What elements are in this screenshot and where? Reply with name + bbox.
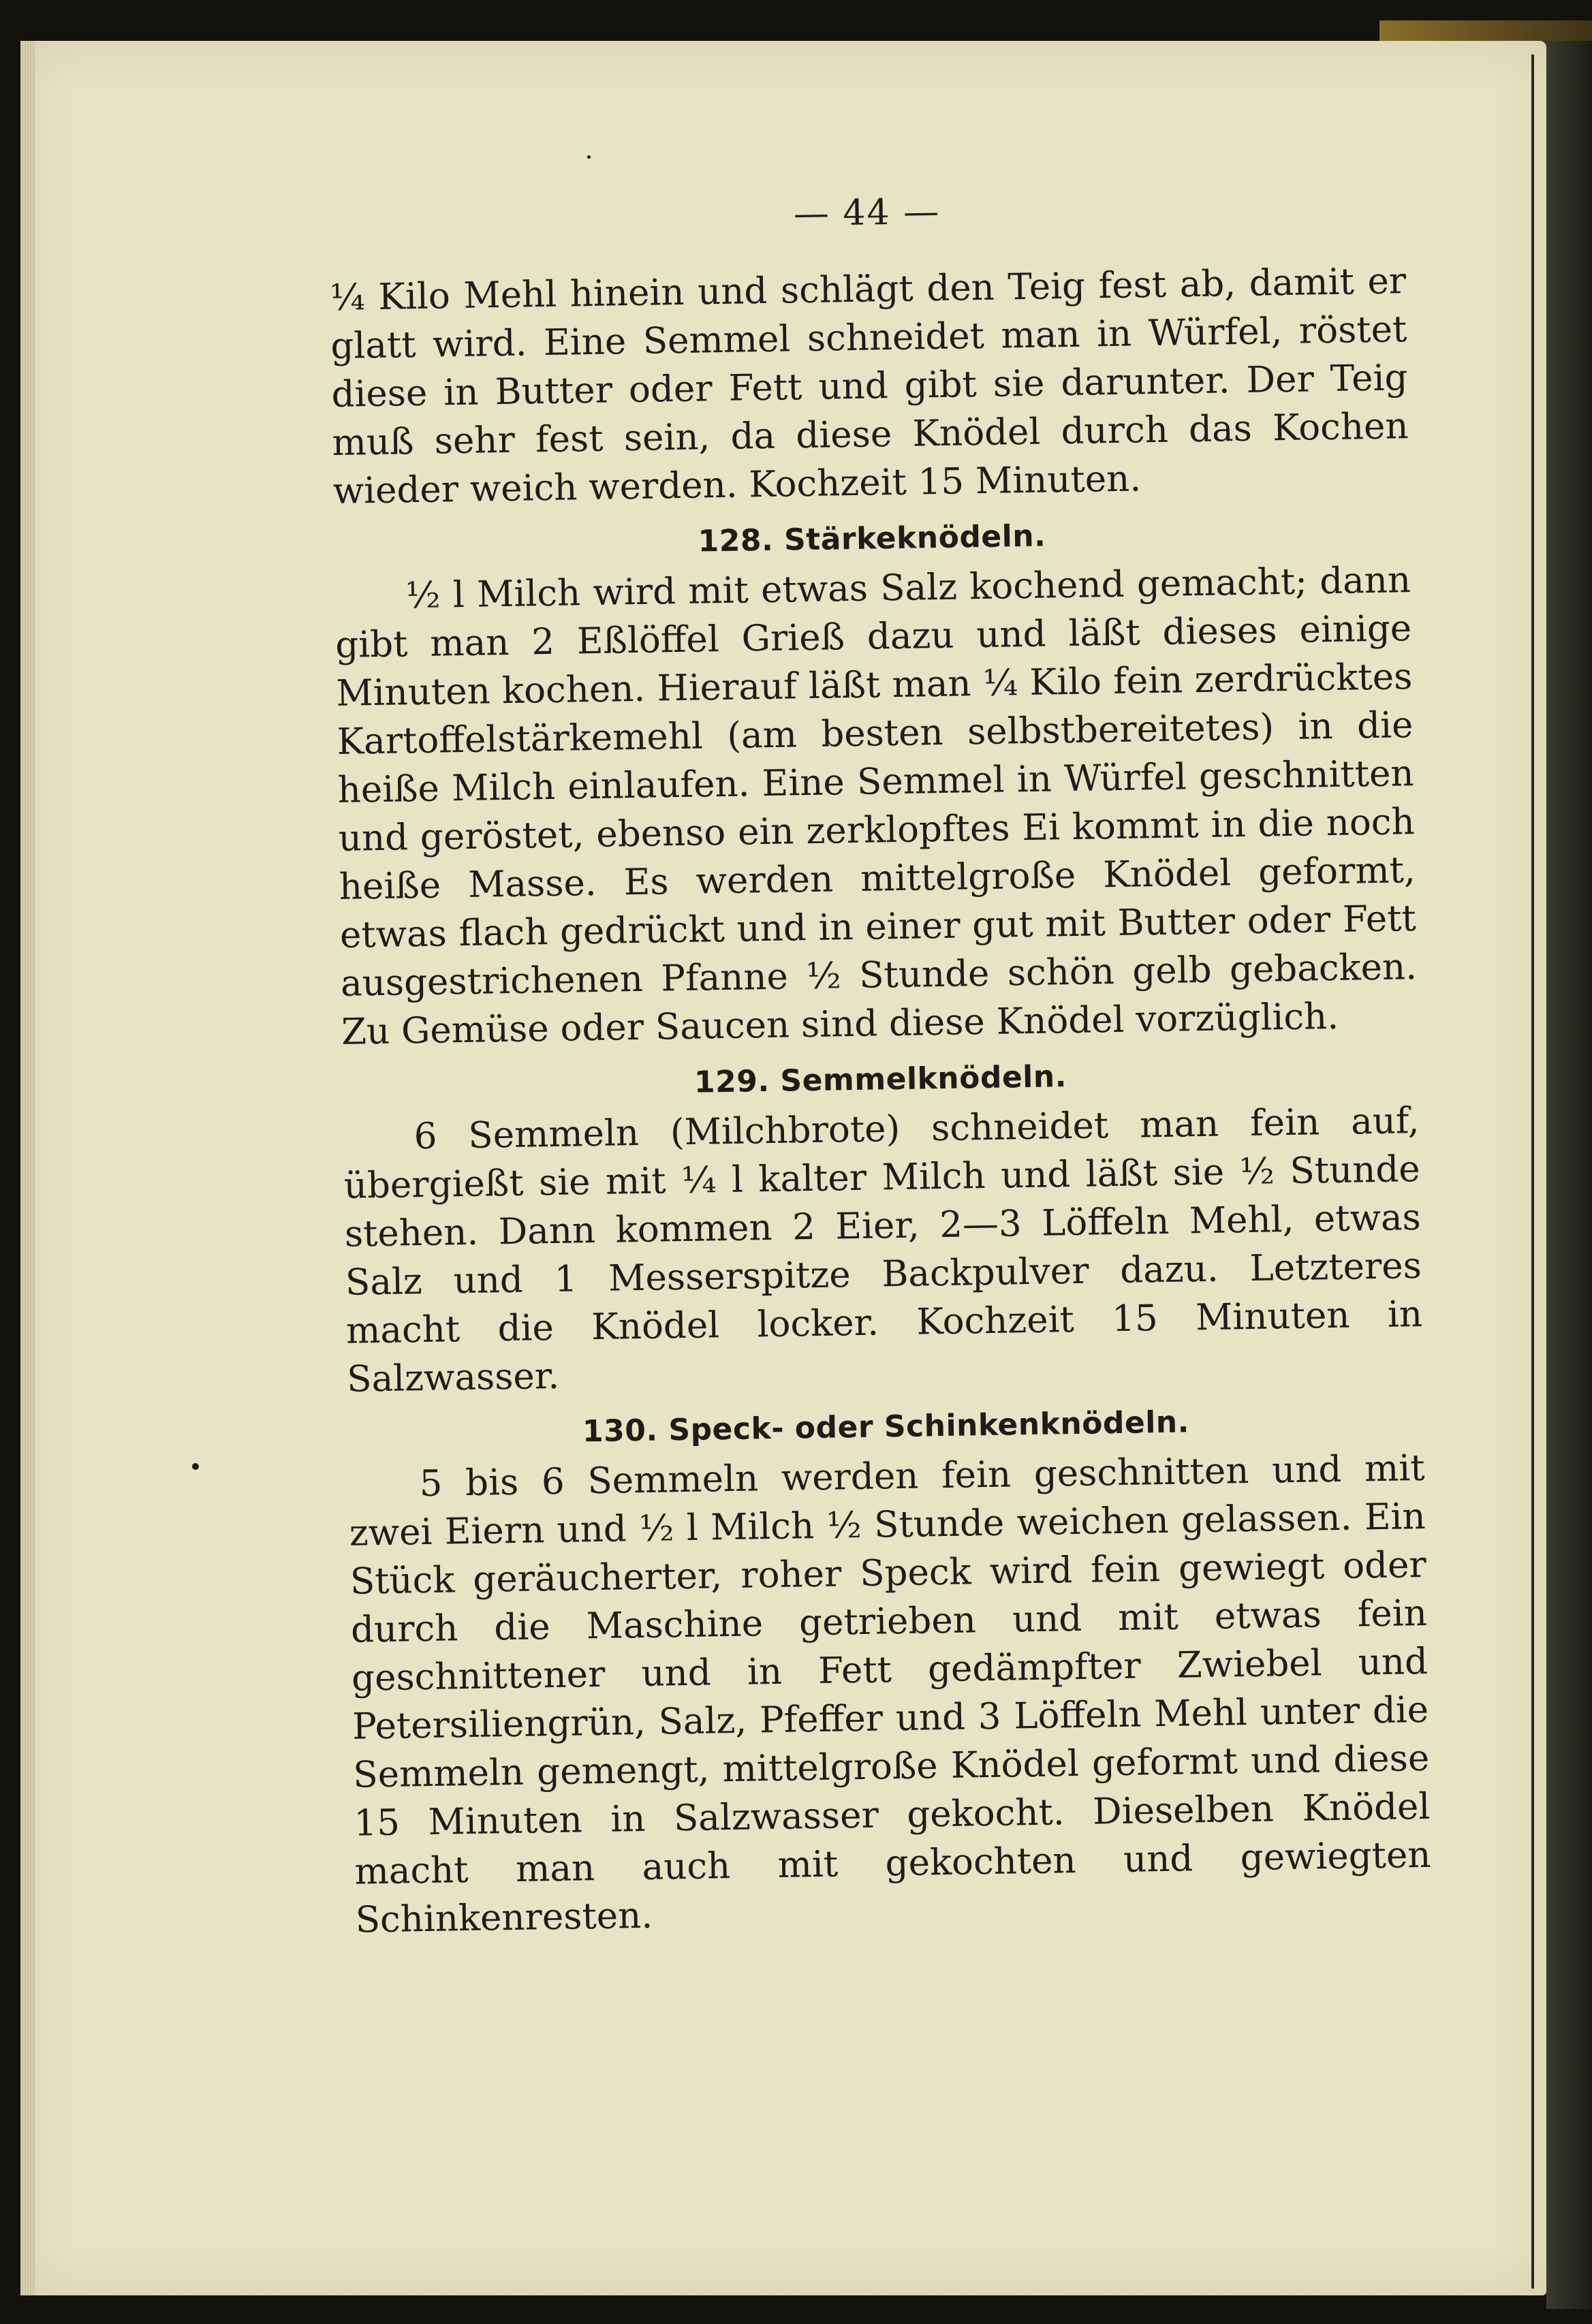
recipe-text-130: 5 bis 6 Semmeln werden fein geschnitten und mit zwei Eiern und ½ l Milch ½ Stunde weichen gelassen. Ein Stück geräucherter, roher Speck wird fein gewiegt oder durch die Maschine getrieben und mit etwas fein geschnittener und in Fett gedämpfter Zwiebel und Petersiliengrün, Salz, Pfeffer und 3 Löffeln Mehl unter die Semmeln gemengt, mittelgroße Knödel geformt und diese 15 Minuten in Salzwasser gekocht. Dieselben Knödel macht man auch mit gekochten und gewiegten Schinkenresten.	[349, 1447, 1431, 1941]
recipe-heading-128: 128. Stärkeknödeln.	[698, 518, 1046, 559]
recipe-text-129: 6 Semmeln (Milchbrote) schneidet man fein auf, übergießt sie mit ¼ l kalter Milch und läßt sie ½ Stunde stehen. Dann kommen 2 Eier, 2—3 Löffeln Mehl, etwas Salz und 1 Messerspitze Backpulver dazu. Letzteres macht die Knödel locker. Kochzeit 15 Minuten in Salzwasser.	[343, 1100, 1423, 1400]
ink-speck	[587, 155, 591, 159]
book-cover-edge	[1546, 41, 1592, 2309]
recipe-heading-129: 129. Semmelknödeln.	[693, 1059, 1067, 1100]
page-text-column	[328, 180, 1432, 1945]
paragraph-continuation: ¼ Kilo Mehl hinein und schlägt den Teig fest ab, damit er glatt wird. Eine Semmel schneidet man in Würfel, röstet diese in Butter oder Fett und gibt sie darunter. Der Teig muß sehr fest sein, da diese Knödel durch das Kochen wieder weich werden. Kochzeit 15 Minuten.	[329, 260, 1409, 512]
page-stack-edge	[20, 41, 35, 2295]
page-number: — 44 —	[793, 191, 941, 235]
ink-speck	[192, 1463, 199, 1470]
recipe-text-128: ½ l Milch wird mit etwas Salz kochend gemacht; dann gibt man 2 Eßlöffel Grieß dazu und läßt dieses einige Minuten kochen. Hierauf läßt man ¼ Kilo fein zerdrücktes Kartoffelstärkemehl (am besten selbstbereitetes) in die heiße Milch einlaufen. Eine Semmel in Würfel geschnitten und geröstet, ebenso ein zerklopftes Ei kommt in die noch heiße Masse. Es werden mittelgroße Knödel geformt, etwas flach gedrückt und in einer gut mit Butter oder Fett ausgestrichenen Pfanne ½ Stunde schön gelb gebacken. Zu Gemüse oder Saucen sind diese Knödel vorzüglich.	[334, 559, 1418, 1053]
page-spine-line	[1531, 54, 1534, 2289]
recipe-heading-130: 130. Speck- oder Schinkenknödeln.	[582, 1404, 1190, 1449]
